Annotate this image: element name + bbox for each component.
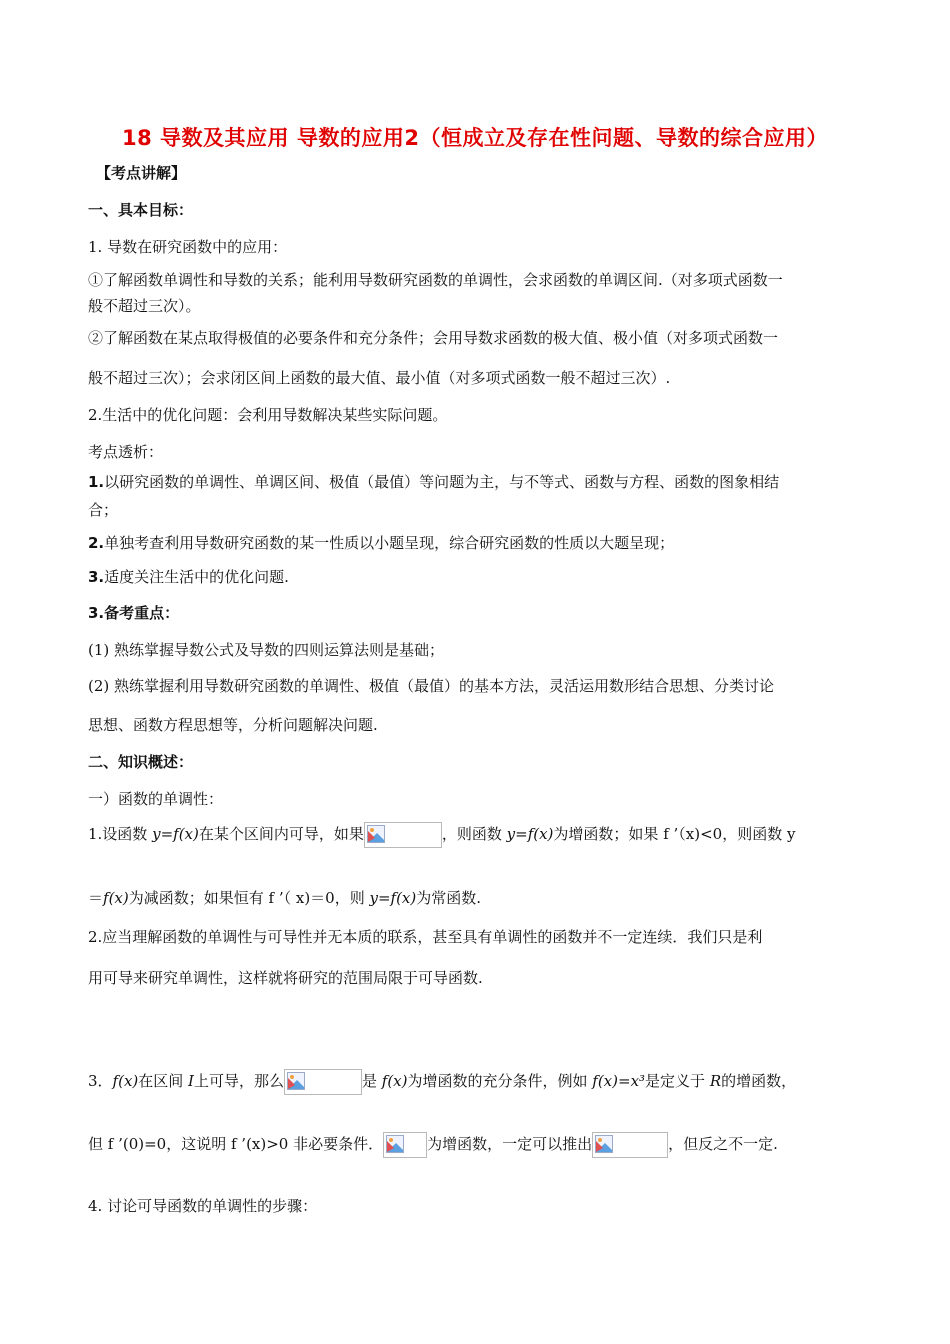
knowledge-2-line-2: 用可导来研究单调性，这样就将研究的范围局限于可导函数. — [88, 969, 483, 987]
k3-formula-a: f(x) — [112, 1072, 139, 1090]
analysis-1-text: 以研究函数的单调性、单调区间、极值（最值）等问题为主，与不等式、函数与方程、函数的图象相结 — [104, 473, 780, 491]
k3-formula-b: f(x) — [381, 1072, 408, 1090]
k1-l2-formula-b: y=f(x) — [369, 889, 417, 907]
k3-real-symbol: R — [709, 1072, 722, 1090]
k1-text-d: 为增函数；如果 f ’（x)<0，则函数 y — [553, 825, 796, 843]
knowledge-3-line-2 — [88, 1132, 868, 1158]
k3-text-g: 的增函数， — [721, 1072, 797, 1090]
formula-image-placeholder — [364, 822, 442, 848]
analysis-3-number: 3. — [88, 568, 105, 586]
analysis-1-line-1 — [88, 471, 868, 493]
k1-l2-formula-a: f(x) — [103, 889, 129, 907]
k3-l2-text-c: ，但反之不一定. — [668, 1135, 778, 1153]
item-1b-line-1: ②了解函数在某点取得极值的必要条件和充分条件；会用导数求函数的极大值、极小值（对多项式函数一 — [88, 329, 779, 347]
analysis-2 — [88, 532, 868, 554]
analysis-2-number: 2. — [88, 534, 105, 552]
focus-title: 3.备考重点： — [88, 604, 180, 622]
item-1: 1. 导数在研究函数中的应用： — [88, 238, 288, 256]
broken-image-icon — [386, 1135, 404, 1153]
page-title: 18 导数及其应用 导数的应用2（恒成立及存在性问题、导数的综合应用） — [122, 126, 828, 150]
section-2-title: 二、知识概述： — [88, 753, 194, 771]
k3-text-d: 是 — [362, 1072, 382, 1090]
broken-image-icon — [287, 1072, 305, 1090]
k3-l2-text-a: 但 f ’(0)=0，这说明 f ’(x)>0 非必要条件． — [88, 1135, 384, 1153]
subsection-1-title: 一）函数的单调性： — [88, 790, 224, 808]
k1-formula-b: y=f(x) — [506, 825, 554, 843]
k1-text-c: ，则函数 — [441, 825, 507, 843]
formula-image-placeholder — [284, 1069, 362, 1095]
k1-l2-text-c: 为常函数. — [416, 889, 482, 907]
section-1-title: 一、具本目标： — [88, 201, 194, 219]
k3-text-e: 为增函数的充分条件，例如 — [407, 1072, 593, 1090]
k1-l2-text-b: 为减函数；如果恒有 f ’（ x)＝0，则 — [128, 889, 370, 907]
k3-formula-c: f(x)=x³ — [592, 1072, 646, 1090]
formula-image-placeholder — [383, 1132, 427, 1158]
formula-image-placeholder — [592, 1132, 668, 1158]
focus-1: (1) 熟练掌握导数公式及导数的四则运算法则是基础； — [88, 641, 445, 659]
k3-text-a: 3． — [88, 1072, 113, 1090]
k1-formula-a: y=f(x) — [152, 825, 199, 843]
broken-image-icon — [367, 825, 385, 843]
knowledge-3-line-1 — [88, 1069, 868, 1095]
item-2: 2.生活中的优化问题：会利用导数解决某些实际问题。 — [88, 406, 448, 424]
analysis-1-number: 1. — [88, 473, 105, 491]
knowledge-1-line-1 — [88, 822, 868, 848]
heading-explain: 【考点讲解】 — [96, 164, 187, 182]
k3-text-c: 上可导，那么 — [193, 1072, 284, 1090]
broken-image-icon — [595, 1135, 613, 1153]
analysis-title: 考点透析： — [88, 443, 164, 461]
item-1b-line-2: 般不超过三次）；会求闭区间上函数的最大值、最小值（对多项式函数一般不超过三次）. — [88, 369, 671, 387]
analysis-2-text: 单独考查利用导数研究函数的某一性质以小题呈现，综合研究函数的性质以大题呈现； — [104, 534, 675, 552]
k1-text-a: 1.设函数 — [88, 825, 153, 843]
k1-text-b: 在某个区间内可导，如果 — [198, 825, 364, 843]
analysis-3-text: 适度关注生活中的优化问题. — [104, 568, 289, 586]
k3-interval-symbol: I — [188, 1072, 194, 1090]
k3-l2-text-b: 为增函数，一定可以推出 — [427, 1135, 593, 1153]
k3-text-b: 在区间 — [138, 1072, 189, 1090]
k1-l2-text-a: ＝ — [88, 889, 104, 907]
analysis-1-line-2: 合； — [88, 501, 119, 519]
analysis-3 — [88, 566, 868, 588]
focus-2-line-2: 思想、函数方程思想等，分析问题解决问题. — [88, 716, 378, 734]
item-1a-line-2: 般不超过三次）。 — [88, 297, 201, 315]
k3-text-f: 是定义于 — [645, 1072, 710, 1090]
knowledge-1-line-2 — [88, 887, 868, 909]
knowledge-2-line-1: 2.应当理解函数的单调性与可导性并无本质的联系，甚至具有单调性的函数并不一定连续．我们只是利 — [88, 928, 763, 946]
item-1a-line-1: ①了解函数单调性和导数的关系；能利用导数研究函数的单调性，会求函数的单调区间.（对多项式函数一 — [88, 271, 783, 289]
focus-2-line-1: (2) 熟练掌握利用导数研究函数的单调性、极值（最值）的基本方法，灵活运用数形结合思想、分类讨论 — [88, 677, 775, 695]
knowledge-4: 4. 讨论可导函数的单调性的步骤： — [88, 1197, 318, 1215]
